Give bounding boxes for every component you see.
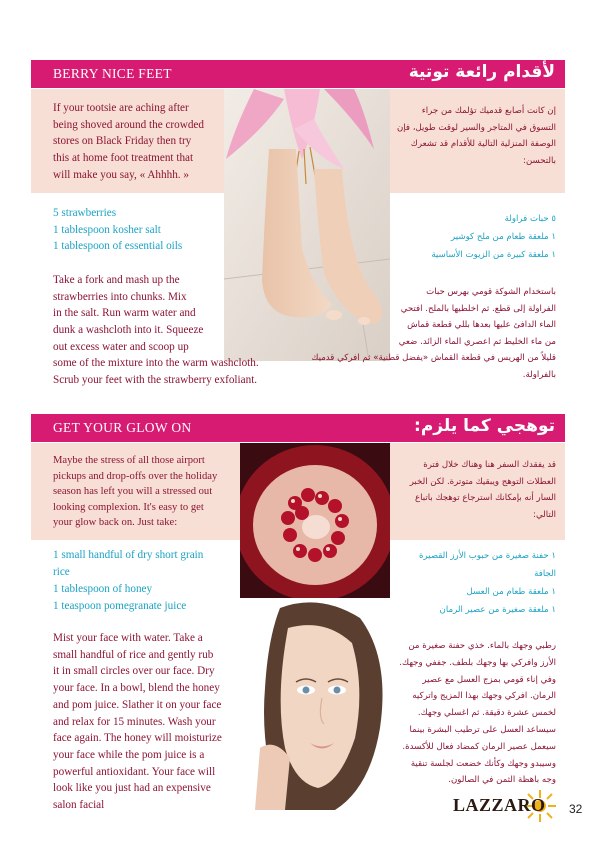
list-item: ١ ملعقة صغيرة من عصير الرمان [439, 605, 556, 615]
list-item: ٥ حبات فراولة [504, 214, 556, 224]
method-text-ar: رطبي وجهك بالماء. خذي حفنة صغيرة من الأرز وافركي بها وجهك بلطف. جففي وجهك. وفي إناء قومي بمزج العسل مع عصير الرمان. افركي وجهك بهذا المزيج واتركيه لخمس عشرة دقيقة. ثم اغسلي وجهك. سيساعد العسل على ترطيب البشرة بينما سيعمل عصير الرمان كمضاد فعال للأكسدة. وسيبدو وجهك وكأنك خضعت لجلسة تنقية وجه باهظة الثمن في الصالون. [399, 641, 556, 786]
intro-text-en: Maybe the stress of all those airport pickups and drop-offs over the holiday season has left you will a stressed out looking complexion. It's easy to get your glow back on. Just take: [53, 455, 218, 529]
ingredients-list-en [53, 547, 238, 615]
section-header-get-your-glow-on [31, 414, 565, 442]
list-item: 5 strawberries [53, 207, 117, 219]
intro-text-en: If your tootsie are aching after being shoved around the crowded stores on Black Friday then try this at home foot treatment that will make you say, « Ahhhh. » [53, 102, 204, 181]
ingredients-list-en [53, 205, 223, 255]
pomegranate-photo [240, 443, 390, 598]
woman-face-photo [240, 598, 390, 810]
intro-text-ar: إن كانت أصابع قدميك تؤلمك من جراء التسوق في المتاجر والسير لوقت طويل، فإن الوصفة المنزلية التالية للأقدام قد تشعرك بالتحسن: [396, 106, 556, 166]
list-item: ١ ملعقة كبيرة من الزيوت الأساسية [431, 250, 556, 260]
brand-logo: LAZZARO [453, 795, 546, 815]
section-title-ar: توهجي كما يلزم: [414, 416, 555, 436]
list-item: 1 tablespoon kosher salt [53, 223, 161, 236]
section-title-en: GET YOUR GLOW ON [53, 420, 192, 435]
section-title-ar: لأقدام رائعة توتية [408, 62, 555, 82]
ingredients-list-ar [395, 210, 556, 264]
list-item: الجافة [534, 569, 556, 579]
method-text-en-part1: Take a fork and mash up the strawberries into chunks. Mix in the salt. Run warm water and dunk a washcloth into it. Squeeze out excess water and scoop up [53, 274, 204, 353]
page-number: 32 [569, 802, 583, 816]
intro-text-ar: قد يفقدك السفر هنا وهناك خلال فترة العطلات التوهج ويبقيك متوترة. لكن الخبر السار أنه بإمكانك استرجاع توهجك باتباع التالي: [409, 460, 556, 520]
list-item: 1 teaspoon pomegranate juice [53, 600, 187, 612]
method-text-ar: باستخدام الشوكة قومي بهرس حبات الفراولة إلى قطع. ثم اخلطيها بالملح. افتحي الماء الدافئ عليها بعدها بللي قطعة قماش من ماء الخليط ثم اعصري الماء الزائد. ضعي قليلاً من الهريس في قطعة القماش «يفضل قطنية» ثم افركي قدميك بالفراولة. [311, 287, 556, 380]
section-header-berry-nice-feet [31, 60, 565, 88]
face-illustration [240, 598, 390, 810]
list-item: rice [53, 566, 70, 578]
list-item: ١ ملعقة طعام من ملح كوشير [451, 232, 556, 242]
list-item: 1 small handful of dry short grain [53, 549, 204, 561]
list-item: ١ حفنة صغيرة من حبوب الأرز القصيرة [419, 551, 556, 561]
pomegranate-illustration [240, 443, 390, 598]
section-title-en: BERRY NICE FEET [53, 66, 172, 81]
method-text-en: Mist your face with water. Take a small handful of rice and gently rub it in small circles over our face. Dry your face. In a bowl, blend the honey and pom juice. Slather it on your face and relax for 15 minutes. Wash your face again. The honey will moisturize your face while the pom juice is a powerful antioxidant. Your face will look like you just had an expensive salon facial [53, 632, 222, 812]
method-text-en-part2: some of the mixture into the warm washcloth. Scrub your feet with the strawberry exfoliant. [53, 357, 259, 386]
list-item: 1 tablespoon of honey [53, 583, 153, 595]
ingredients-list-ar [395, 547, 556, 619]
list-item: ١ ملعقة طعام من العسل [466, 587, 556, 597]
list-item: 1 tablespoon of essential oils [53, 240, 183, 253]
